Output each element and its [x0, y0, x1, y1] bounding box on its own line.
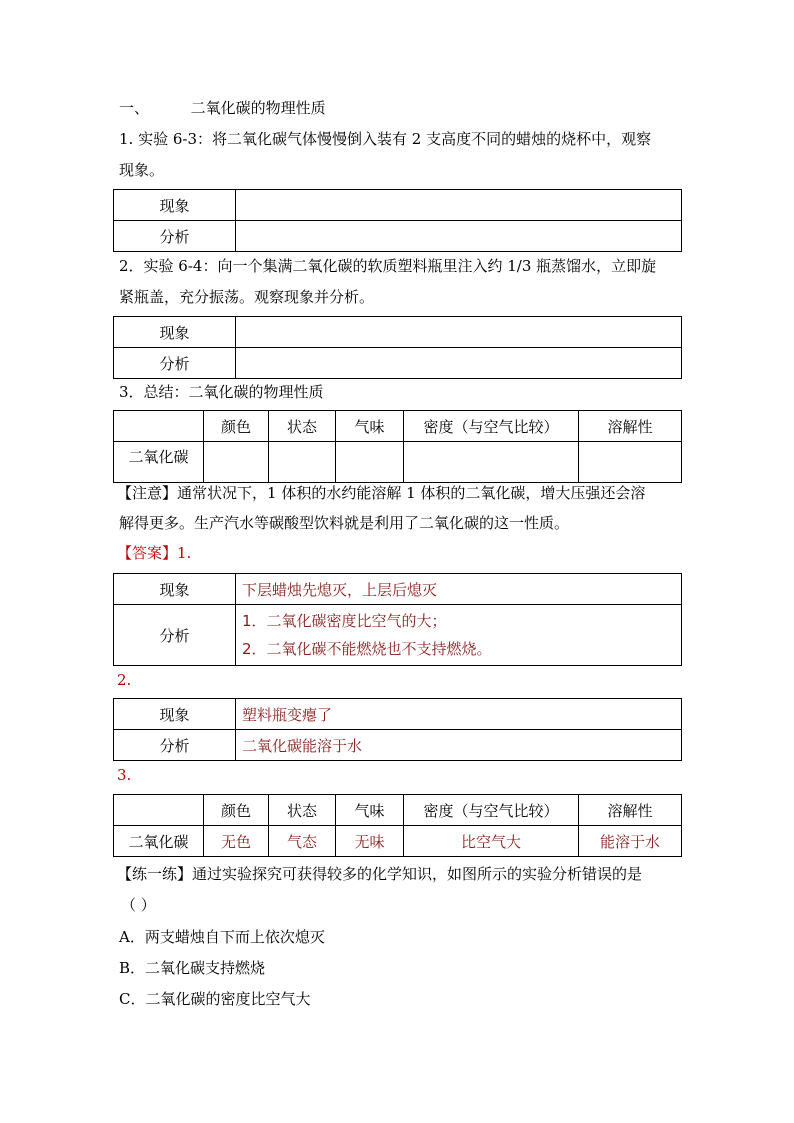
practice-bracket: （ ）: [121, 896, 156, 914]
blank-cell: [236, 221, 682, 252]
row-label: 二氧化碳: [114, 442, 204, 483]
table-row: [114, 348, 682, 379]
table-row: [114, 317, 682, 348]
option-b: B．二氧化碳支持燃烧: [119, 959, 266, 977]
answer-num-1: 1.: [177, 544, 192, 562]
header-cell: 溶解性: [579, 411, 682, 442]
answer-properties-table: [113, 794, 682, 857]
answer-analysis: 二氧化碳能溶于水: [236, 730, 682, 761]
answer-solubility: 能溶于水: [579, 826, 682, 857]
practice-tag: 【练一练】: [117, 865, 193, 883]
blank-cell: [236, 317, 682, 348]
answer-color: 无色: [204, 826, 269, 857]
row-label-analysis: 分析: [114, 348, 236, 379]
header-cell: 状态: [269, 795, 336, 826]
analysis-point-2: 2．二氧化碳不能燃烧也不支持燃烧。: [242, 640, 492, 658]
table-row: [114, 826, 682, 857]
row-label-phenomenon: 现象: [114, 574, 236, 605]
answer-num-2: 2.: [117, 671, 132, 689]
answer-odor: 无味: [336, 826, 404, 857]
header-cell: 密度（与空气比较）: [404, 795, 579, 826]
row-label-phenomenon: 现象: [114, 699, 236, 730]
answer-state: 气态: [269, 826, 336, 857]
section-number: 一、: [119, 99, 150, 117]
blank-cell: [236, 190, 682, 221]
row-label-analysis: 分析: [114, 605, 236, 666]
answer-phenomenon: 塑料瓶变瘪了: [236, 699, 682, 730]
header-cell: 颜色: [204, 795, 269, 826]
row-label-phenomenon: 现象: [114, 317, 236, 348]
blank-cell: [269, 442, 336, 483]
note-line1: [117, 483, 645, 503]
header-cell: 密度（与空气比较）: [404, 411, 579, 442]
exp2-line1: 2．实验 6-4：向一个集满二氧化碳的软质塑料瓶里注入约 1/3 瓶蒸馏水，立即旋: [119, 257, 657, 275]
answer-tag: 【答案】: [117, 544, 178, 562]
row-label-analysis: 分析: [114, 221, 236, 252]
answer-analysis: [236, 605, 682, 666]
header-cell: 颜色: [204, 411, 269, 442]
blank-cell: [336, 442, 404, 483]
note-tag: 【注意】: [117, 484, 178, 502]
option-a: A．两支蜡烛自下而上依次熄灭: [119, 928, 325, 946]
table-row: [114, 605, 682, 666]
row-label-analysis: 分析: [114, 730, 236, 761]
header-cell: 溶解性: [579, 795, 682, 826]
row-label: 二氧化碳: [114, 826, 204, 857]
table-row: [114, 574, 682, 605]
blank-cell: [204, 442, 269, 483]
table-row: [114, 730, 682, 761]
answer-table-1: [113, 573, 682, 666]
summary-title: 3．总结：二氧化碳的物理性质: [119, 383, 324, 401]
exp1-table: [113, 189, 682, 252]
note-line2: 解得更多。生产汽水等碳酸型饮料就是利用了二氧化碳的这一性质。: [119, 514, 570, 532]
blank-cell: [579, 442, 682, 483]
table-row: [114, 442, 682, 483]
practice-line1: [117, 864, 642, 884]
blank-cell: [404, 442, 579, 483]
header-cell: 气味: [336, 795, 404, 826]
table-row: [114, 221, 682, 252]
header-cell: [114, 795, 204, 826]
analysis-point-1: 1．二氧化碳密度比空气的大；: [242, 612, 447, 630]
answer-num-3: 3.: [117, 766, 132, 784]
answer-phenomenon: 下层蜡烛先熄灭，上层后熄灭: [236, 574, 682, 605]
table-row: [114, 190, 682, 221]
exp2-line2: 紧瓶盖，充分振荡。观察现象并分析。: [119, 288, 375, 306]
header-cell: [114, 411, 204, 442]
header-cell: 气味: [336, 411, 404, 442]
header-cell: 状态: [269, 411, 336, 442]
section-heading: [119, 98, 326, 118]
table-row: [114, 699, 682, 730]
blank-cell: [236, 348, 682, 379]
exp1-line2: 现象。: [119, 161, 165, 179]
answer-heading: [117, 543, 191, 563]
table-header-row: [114, 795, 682, 826]
properties-table: [113, 410, 682, 483]
exp1-line1: 1. 实验 6-3：将二氧化碳气体慢慢倒入装有 2 支高度不同的蜡烛的烧杯中，观察: [119, 130, 652, 148]
practice-question: 通过实验探究可获得较多的化学知识，如图所示的实验分析错误的是: [192, 865, 643, 883]
exp2-table: [113, 316, 682, 379]
note-text: 通常状况下，1 体积的水约能溶解 1 体积的二氧化碳，增大压强还会溶: [177, 484, 646, 502]
table-header-row: [114, 411, 682, 442]
answer-density: 比空气大: [404, 826, 579, 857]
answer-table-2: [113, 698, 682, 761]
section-title: 二氧化碳的物理性质: [190, 99, 326, 117]
option-c: C．二氧化碳的密度比空气大: [119, 990, 311, 1008]
row-label-phenomenon: 现象: [114, 190, 236, 221]
